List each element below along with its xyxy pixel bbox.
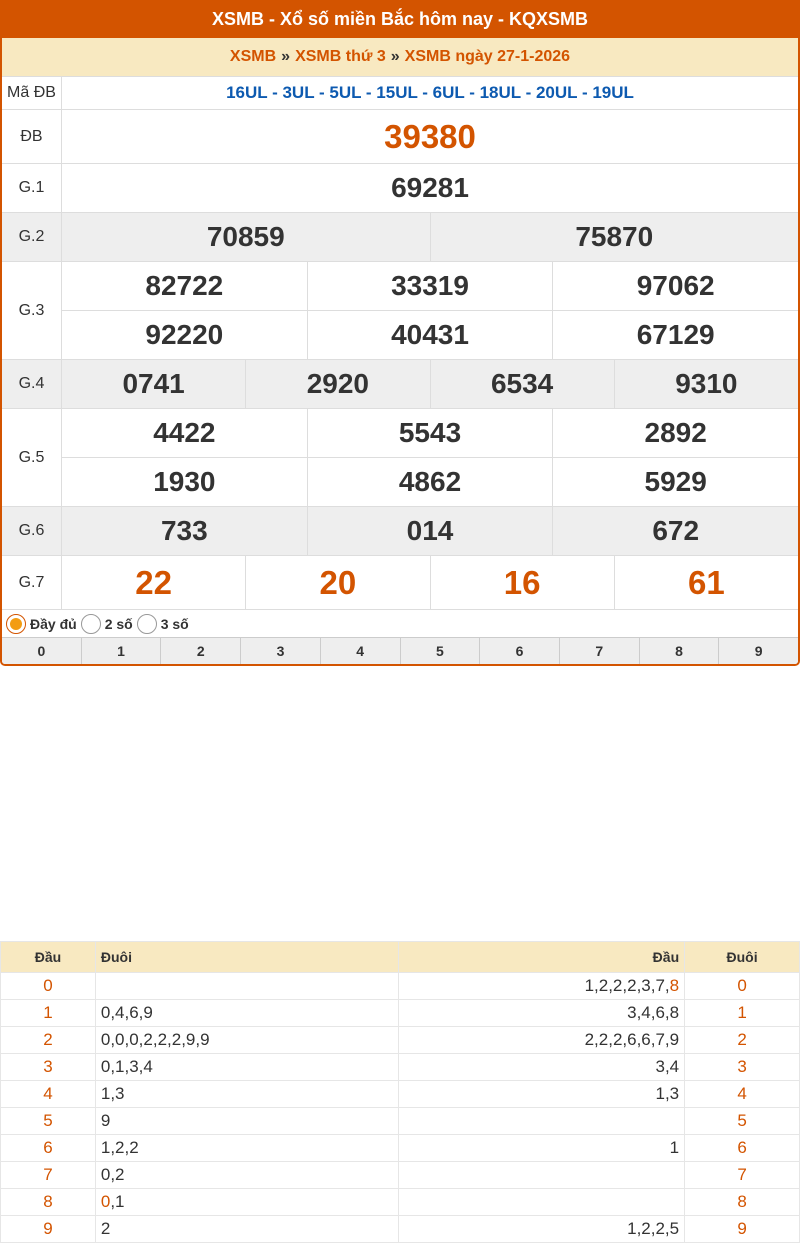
- dau-cell: 2: [1, 1027, 96, 1054]
- col-header-dau: Đầu: [1, 942, 96, 973]
- ma-db-value: 16UL - 3UL - 5UL - 15UL - 6UL - 18UL - 20UL - 19UL: [226, 83, 634, 102]
- table-row: [1, 1081, 800, 1108]
- digit-filter-4[interactable]: 4: [320, 638, 400, 664]
- breadcrumb-link-date[interactable]: XSMB ngày 27-1-2026: [404, 48, 571, 65]
- special-prize-number: 39380: [384, 117, 476, 155]
- table-row: [1, 1054, 800, 1081]
- duoi-cell: 0,1: [95, 1189, 399, 1216]
- prize-number: 92220: [145, 319, 224, 350]
- option-3-digits[interactable]: 3 số: [137, 614, 189, 634]
- row-g7: [2, 555, 798, 609]
- row-g4: [2, 359, 798, 408]
- breadcrumb-link-weekday[interactable]: XSMB thứ 3: [295, 48, 386, 65]
- row-g3: [2, 261, 798, 359]
- prize-number: 014: [307, 507, 553, 555]
- prize-number: 0741: [122, 368, 185, 399]
- dau-cell: 7: [1, 1162, 96, 1189]
- prize-number: 33319: [307, 262, 553, 310]
- dau-cell: 0: [1, 973, 96, 1000]
- prize-number: 6534: [430, 360, 614, 408]
- table-row: [1, 1000, 800, 1027]
- dau-cell: 3: [1, 1054, 96, 1081]
- duoi-cell: 4: [685, 1081, 800, 1108]
- duoi-cell: 7: [685, 1162, 800, 1189]
- prize-number: 20: [245, 556, 429, 609]
- table-row: [1, 1108, 800, 1135]
- prize-label: G.3: [2, 262, 62, 359]
- row-g2: [2, 212, 798, 261]
- digit-filter-6[interactable]: 6: [479, 638, 559, 664]
- prize-label: G.2: [2, 213, 62, 261]
- duoi-cell: [95, 973, 399, 1000]
- digit-filter-2[interactable]: 2: [160, 638, 240, 664]
- prize-number: 1930: [153, 466, 216, 497]
- duoi-cell: 5: [685, 1108, 800, 1135]
- duoi-cell: 0,1,3,4: [95, 1054, 399, 1081]
- prize-label: G.7: [2, 556, 62, 609]
- table-row: [1, 1189, 800, 1216]
- prize-number: 67129: [552, 311, 798, 359]
- dau-cell: 3,4,6,8: [399, 1000, 685, 1027]
- table-row: [1, 973, 800, 1000]
- prize-number: 9310: [614, 360, 798, 408]
- digit-filter-5[interactable]: 5: [400, 638, 480, 664]
- dau-cell: 5: [1, 1108, 96, 1135]
- duoi-cell: 2: [685, 1027, 800, 1054]
- table-row: [1, 1216, 800, 1243]
- duoi-cell: 2: [95, 1216, 399, 1243]
- duoi-cell: 6: [685, 1135, 800, 1162]
- prize-label: G.4: [2, 360, 62, 408]
- dau-cell: [399, 1108, 685, 1135]
- prize-number: 61: [614, 556, 798, 609]
- dau-cell: [399, 1189, 685, 1216]
- loto-table-header: [1, 942, 800, 973]
- prize-number: 2920: [245, 360, 429, 408]
- digit-filter-0[interactable]: 0: [37, 643, 46, 659]
- duoi-cell: 1,2,2: [95, 1135, 399, 1162]
- dau-cell: 3,4: [399, 1054, 685, 1081]
- col-header-duoi: Đuôi: [685, 942, 800, 973]
- prize-number: 5929: [552, 458, 798, 506]
- col-header-dau: Đầu: [399, 942, 685, 973]
- dau-cell: 1,2,2,2,3,7,8: [399, 973, 685, 1000]
- dau-cell: 1: [1, 1000, 96, 1027]
- prize-number: 69281: [391, 172, 469, 203]
- duoi-cell: 1: [685, 1000, 800, 1027]
- row-ma-db: [2, 76, 798, 109]
- breadcrumb-link-xsmb[interactable]: XSMB: [229, 48, 277, 65]
- prize-number: 672: [552, 507, 798, 555]
- prize-label: ĐB: [2, 110, 62, 163]
- digit-filter-3[interactable]: 3: [240, 638, 320, 664]
- table-row: [1, 1027, 800, 1054]
- prize-number: 40431: [307, 311, 553, 359]
- duoi-cell: 3: [685, 1054, 800, 1081]
- duoi-cell: 8: [685, 1189, 800, 1216]
- prize-number: 22: [135, 563, 172, 601]
- col-header-duoi: Đuôi: [95, 942, 399, 973]
- breadcrumb-separator: »: [390, 48, 400, 65]
- dau-cell: [399, 1162, 685, 1189]
- radio-icon[interactable]: [137, 614, 157, 634]
- loto-table: [0, 941, 800, 1243]
- digit-filter-8[interactable]: 8: [639, 638, 719, 664]
- dau-cell: 8: [1, 1189, 96, 1216]
- dau-cell: 2,2,2,6,6,7,9: [399, 1027, 685, 1054]
- prize-number: 97062: [552, 262, 798, 310]
- prize-label: G.6: [2, 507, 62, 555]
- duoi-cell: 9: [95, 1108, 399, 1135]
- prize-number: 5543: [307, 409, 553, 457]
- prize-label: Mã ĐB: [2, 77, 62, 109]
- duoi-cell: 9: [685, 1216, 800, 1243]
- row-db: [2, 109, 798, 163]
- dau-cell: 1,3: [399, 1081, 685, 1108]
- table-row: [1, 1162, 800, 1189]
- dau-cell: 1,2,2,5: [399, 1216, 685, 1243]
- digit-filter-7[interactable]: 7: [559, 638, 639, 664]
- prize-number: 4862: [307, 458, 553, 506]
- duoi-cell: 0,2: [95, 1162, 399, 1189]
- dau-cell: 6: [1, 1135, 96, 1162]
- digit-filter-9[interactable]: 9: [718, 638, 798, 664]
- page-title: XSMB - Xổ số miền Bắc hôm nay - KQXSMB: [2, 0, 798, 38]
- dau-cell: 9: [1, 1216, 96, 1243]
- radio-selected-icon[interactable]: [6, 614, 26, 634]
- prize-number: 16: [430, 556, 614, 609]
- table-row: [1, 1135, 800, 1162]
- display-options: [2, 609, 798, 637]
- row-g1: [2, 163, 798, 212]
- radio-icon[interactable]: [81, 614, 101, 634]
- prize-label: G.5: [2, 409, 62, 506]
- dau-cell: 1: [399, 1135, 685, 1162]
- duoi-cell: 0,4,6,9: [95, 1000, 399, 1027]
- duoi-cell: 0: [685, 973, 800, 1000]
- breadcrumb-separator: »: [281, 48, 291, 65]
- prize-number: 4422: [153, 417, 216, 448]
- row-g6: [2, 506, 798, 555]
- breadcrumb: [2, 38, 798, 76]
- prize-label: G.1: [2, 164, 62, 212]
- duoi-cell: 1,3: [95, 1081, 399, 1108]
- prize-number: 75870: [430, 213, 799, 261]
- prize-number: 70859: [206, 221, 285, 252]
- option-full[interactable]: Đầy đủ: [6, 614, 77, 634]
- dau-cell: 4: [1, 1081, 96, 1108]
- digit-filter: [2, 637, 798, 664]
- duoi-cell: 0,0,0,2,2,2,9,9: [95, 1027, 399, 1054]
- option-2-digits[interactable]: 2 số: [81, 614, 133, 634]
- prize-number: 733: [160, 515, 208, 546]
- prize-number: 82722: [145, 270, 224, 301]
- prize-number: 2892: [552, 409, 798, 457]
- digit-filter-1[interactable]: 1: [81, 638, 161, 664]
- row-g5: [2, 408, 798, 506]
